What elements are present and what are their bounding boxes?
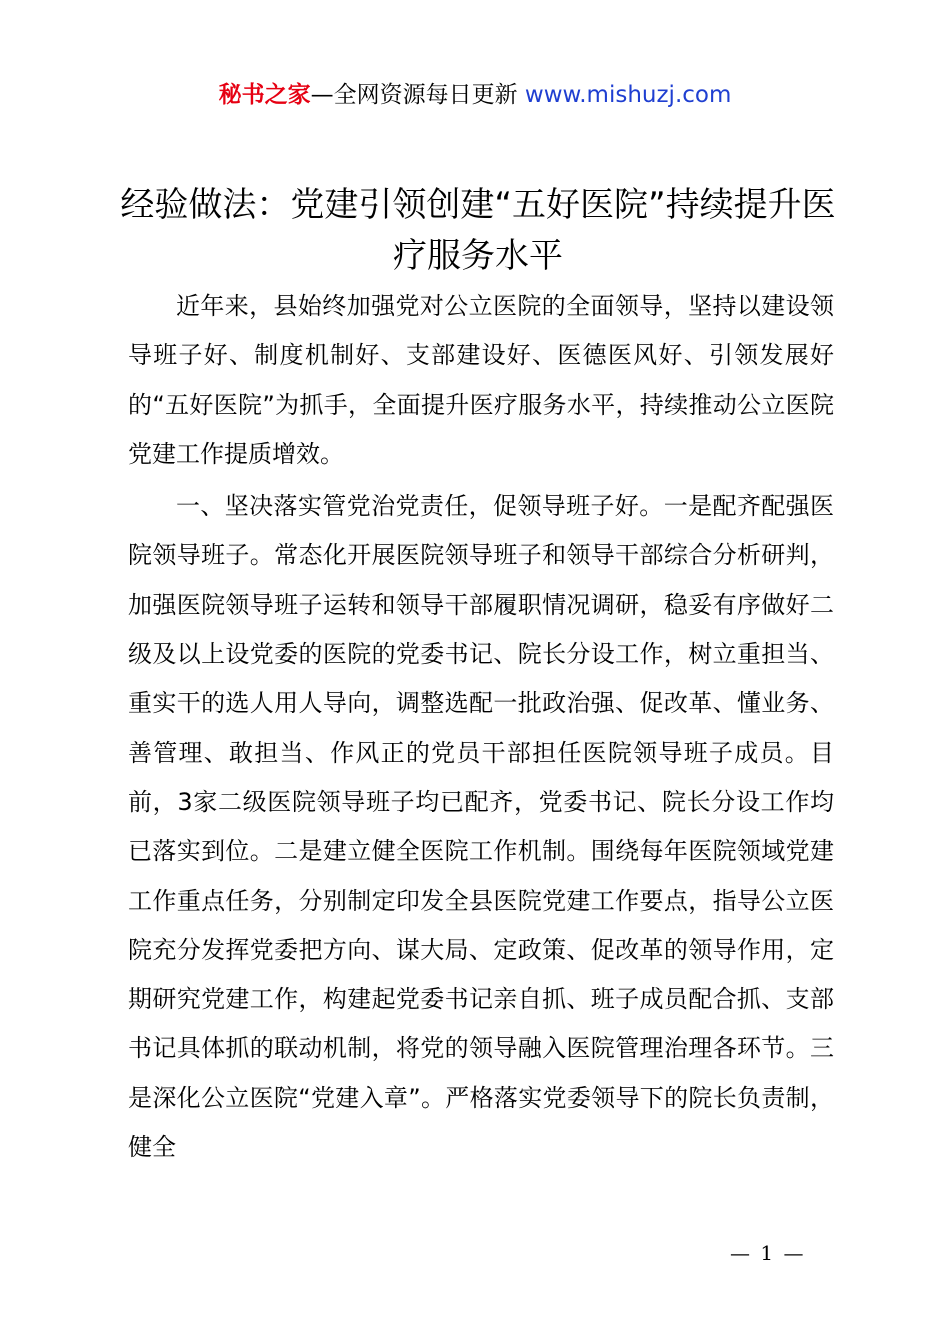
banner-tagline: —全网资源每日更新 (310, 82, 518, 108)
page-number: — 1 — (730, 1241, 806, 1265)
document-title: 经验做法：党建引领创建“五好医院”持续提升医疗服务水平 (120, 185, 836, 276)
brand-name: 秘书之家 (218, 82, 311, 108)
section-one-paragraph: 一、坚决落实管党治党责任，促领导班子好。一是配齐配强医院领导班子。常态化开展医院领导班子和领导干部综合分析研判，加强医院领导班子运转和领导干部履职情况调研，稳妥有序做好二级及以上设党委的医院的党委书记、院长分设工作，树立重担当、重实干的选人用人导向，调整选配一批政治强、促改革、懂业务、善管理、敢担当、作风正的党员干部担任医院领导班子成员。目前，3家二级医院领导班子均已配齐，党委书记、院长分设工作均已落实到位。二是建立健全医院工作机制。围绕每年医院领域党建工作重点任务，分别制定印发全县医院党建工作要点，指导公立医院充分发挥党委把方向、谋大局、定政策、促改革的领导作用，定期研究党建工作，构建起党委书记亲自抓、班子成员配合抓、支部书记具体抓的联动机制，将党的领导融入医院管理治理各环节。三是深化公立医院“党建入章”。严格落实党委领导下的院长负责制，健全 (128, 492, 834, 1162)
intro-paragraph: 近年来，县始终加强党对公立医院的全面领导，坚持以建设领导班子好、制度机制好、支部建设好、医德医风好、引领发展好的“五好医院”为抓手，全面提升医疗服务水平，持续推动公立医院党建工作提质增效。 (128, 292, 834, 468)
document-body (128, 282, 834, 1172)
site-banner (0, 78, 950, 112)
page-footer (0, 1238, 950, 1268)
site-url-link[interactable]: www.mishuzj.com (524, 82, 732, 108)
